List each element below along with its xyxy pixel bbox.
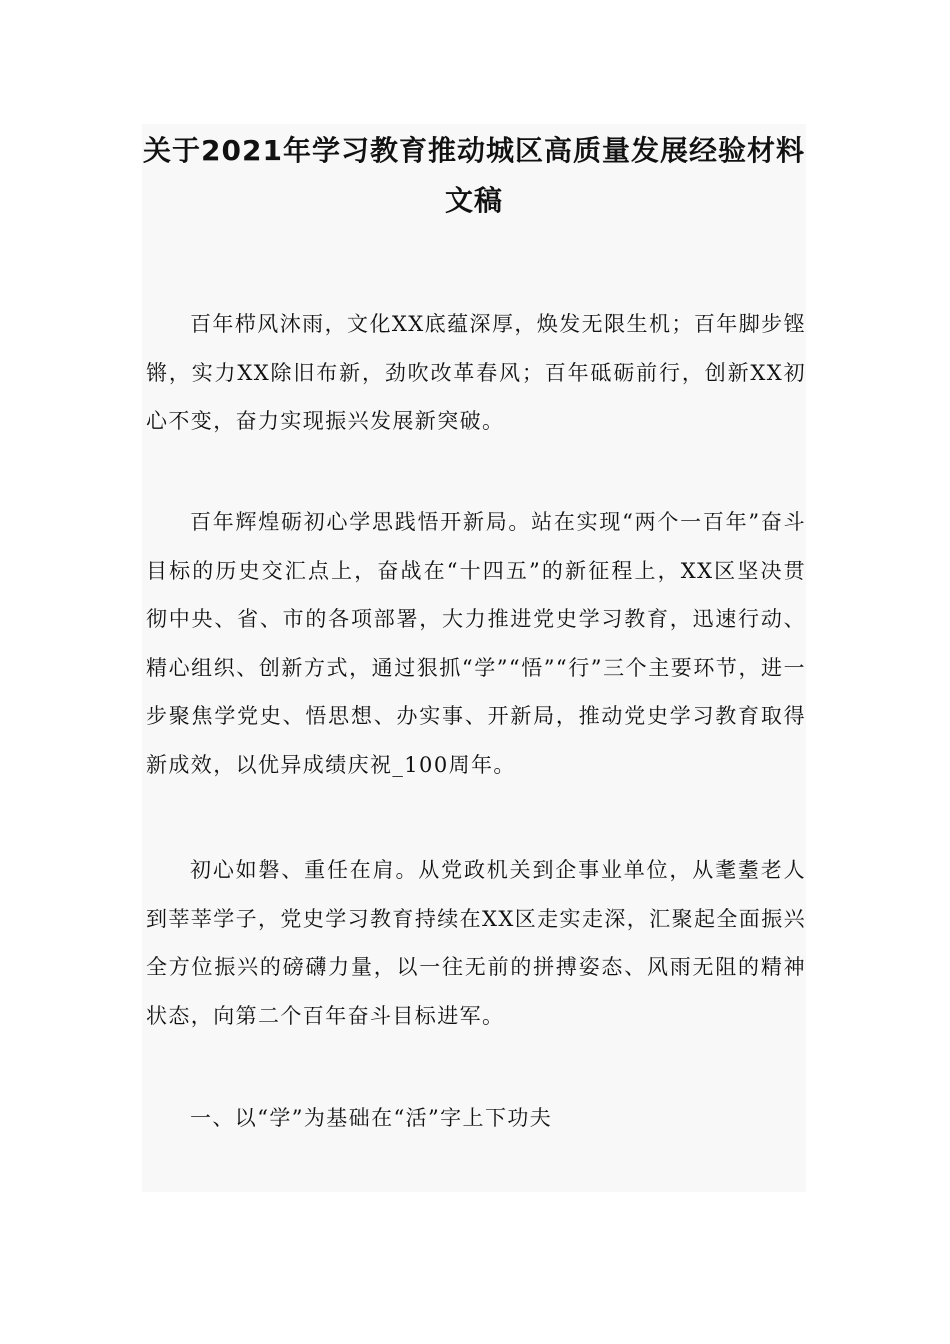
paragraph-1: 百年栉风沐雨，文化XX底蕴深厚，焕发无限生机；百年脚步铿锵，实力XX除旧布新，劲吹改革春风；百年砥砺前行，创新XX初心不变，奋力实现振兴发展新突破。 — [146, 312, 806, 433]
document-title: 关于2021年学习教育推动城区高质量发展经验材料文稿 — [143, 134, 805, 217]
paragraph-3: 初心如磐、重任在肩。从党政机关到企事业单位，从耄耋老人到莘莘学子，党史学习教育持续在XX区走实走深，汇聚起全面振兴全方位振兴的磅礴力量，以一往无前的拼搏姿态、风雨无阻的精神状态，向第二个百年奋斗目标进军。 — [146, 858, 806, 1028]
section-heading: 一、以“学”为基础在“活”字上下功夫 — [190, 1106, 553, 1130]
paragraph-2: 百年辉煌砺初心学思践悟开新局。站在实现“两个一百年”奋斗目标的历史交汇点上，奋战在“十四五”的新征程上，XX区坚决贯彻中央、省、市的各项部署，大力推进党史学习教育，迅速行动、精心组织、创新方式，通过狠抓“学”“悟”“行”三个主要环节，进一步聚焦学党史、悟思想、办实事、开新局，推动党史学习教育取得新成效，以优异成绩庆祝_100周年。 — [146, 510, 806, 777]
